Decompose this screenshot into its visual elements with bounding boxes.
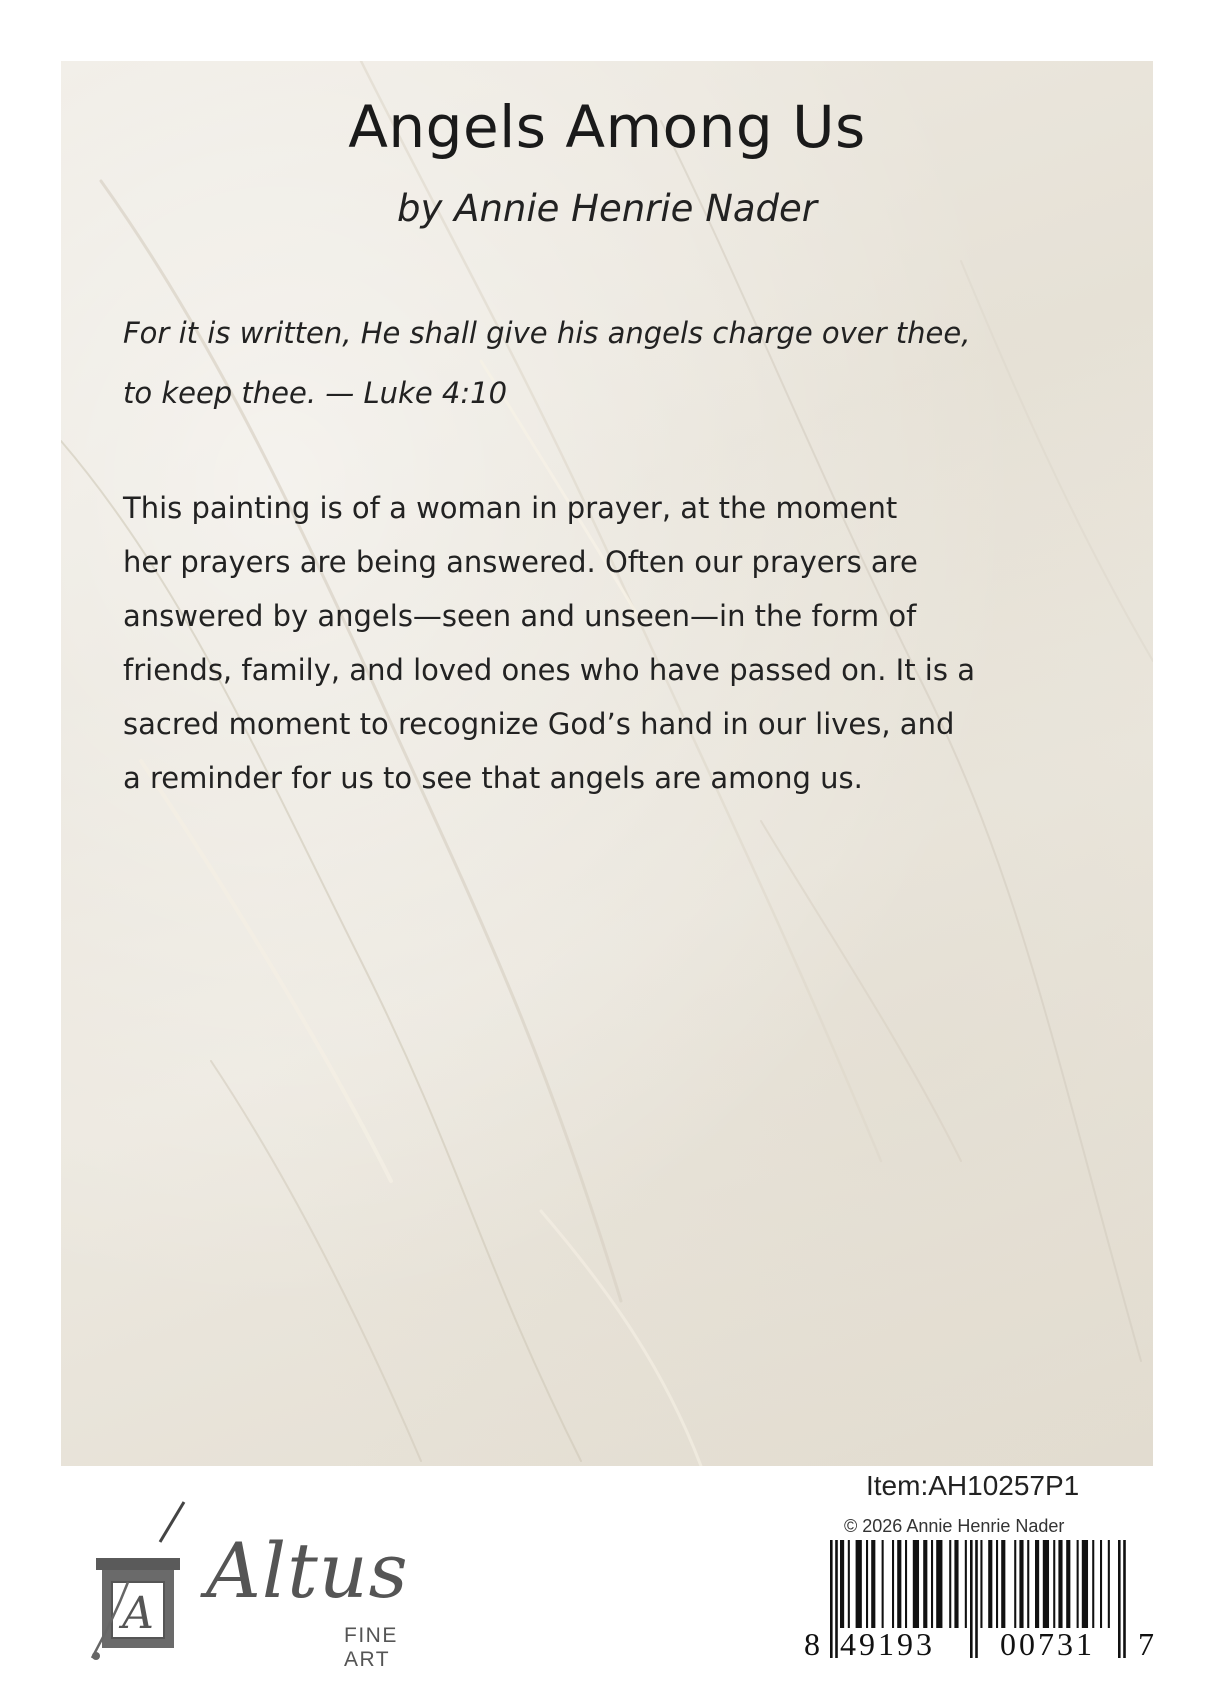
barcode-bar xyxy=(1053,1540,1055,1628)
description-text xyxy=(123,481,1133,805)
barcode-guard-bar xyxy=(835,1540,838,1658)
easel-icon xyxy=(88,1498,208,1668)
barcode-bar xyxy=(1035,1540,1039,1628)
barcode-bar xyxy=(954,1540,958,1628)
barcode-bar xyxy=(936,1540,942,1628)
card-title: Angels Among Us xyxy=(348,93,866,161)
barcode-bar xyxy=(1014,1540,1016,1628)
barcode-guard-bar xyxy=(830,1540,833,1658)
barcode-bar xyxy=(871,1540,875,1628)
barcode-bar xyxy=(1066,1540,1070,1628)
barcode-bar xyxy=(1043,1540,1049,1628)
barcode-bar xyxy=(996,1540,998,1628)
barcode-guard-bar xyxy=(1123,1540,1126,1658)
barcode-bar xyxy=(1092,1540,1094,1628)
card-byline: by Annie Henrie Nader xyxy=(396,187,818,230)
barcode-left-digits: 49193 xyxy=(840,1626,935,1662)
barcode-bar xyxy=(1082,1540,1088,1628)
description-line: answered by angels—seen and unseen—in the form of xyxy=(123,599,917,633)
copyright-notice: © 2026 Annie Henrie Nader xyxy=(844,1516,1065,1536)
barcode-bar xyxy=(949,1540,951,1628)
description-line: This painting is of a woman in prayer, at the moment xyxy=(123,491,898,525)
barcode-bar xyxy=(980,1540,982,1628)
logo-mark-letter: A xyxy=(122,1588,154,1639)
barcode-bar xyxy=(1019,1540,1023,1628)
barcode-bar xyxy=(892,1540,894,1628)
description-line: sacred moment to recognize God’s hand in our lives, and xyxy=(123,707,955,741)
barcode-bar xyxy=(1001,1540,1005,1628)
barcode-bar xyxy=(1100,1540,1102,1628)
marble-card xyxy=(61,61,1153,1466)
barcode-bar xyxy=(1077,1540,1079,1628)
barcode-guard-bar xyxy=(1118,1540,1121,1658)
barcode-bar xyxy=(905,1540,907,1628)
barcode-right-digits: 00731 xyxy=(1000,1626,1095,1662)
description-line: friends, family, and loved ones who have passed on. It is a xyxy=(123,653,975,687)
barcode-bar xyxy=(866,1540,868,1628)
verse-line: to keep thee. — Luke 4:10 xyxy=(123,376,508,410)
barcode-bar xyxy=(923,1540,927,1628)
verse-line: For it is written, He shall give his angels charge over thee, xyxy=(123,316,971,350)
barcode-bar xyxy=(897,1540,901,1628)
barcode-bar xyxy=(1108,1540,1110,1628)
description-line: her prayers are being answered. Often our prayers are xyxy=(123,545,918,579)
logo-subtitle: FINE ART xyxy=(344,1624,398,1671)
barcode-bar xyxy=(988,1540,992,1628)
barcode-bar xyxy=(840,1540,844,1628)
logo-wordmark: Altus xyxy=(206,1526,409,1615)
barcode-bar xyxy=(856,1540,862,1628)
barcode-bar xyxy=(882,1540,884,1628)
barcode-bar xyxy=(1027,1540,1029,1628)
barcode-check-digit: 7 xyxy=(1138,1626,1154,1662)
barcode-bar xyxy=(1058,1540,1062,1628)
barcode-guard-bar xyxy=(975,1540,978,1658)
barcode-bar xyxy=(848,1540,850,1628)
scripture-verse xyxy=(123,303,1123,423)
description-line: a reminder for us to see that angels are among us. xyxy=(123,761,863,795)
barcode-bar xyxy=(965,1540,967,1628)
barcode-bar xyxy=(913,1540,919,1628)
altus-logo xyxy=(88,1498,448,1671)
barcode-lead-digit: 8 xyxy=(804,1626,820,1662)
item-number: Item:AH10257P1 xyxy=(866,1470,1080,1501)
barcode-bar xyxy=(931,1540,933,1628)
barcode-guard-bar xyxy=(970,1540,973,1658)
